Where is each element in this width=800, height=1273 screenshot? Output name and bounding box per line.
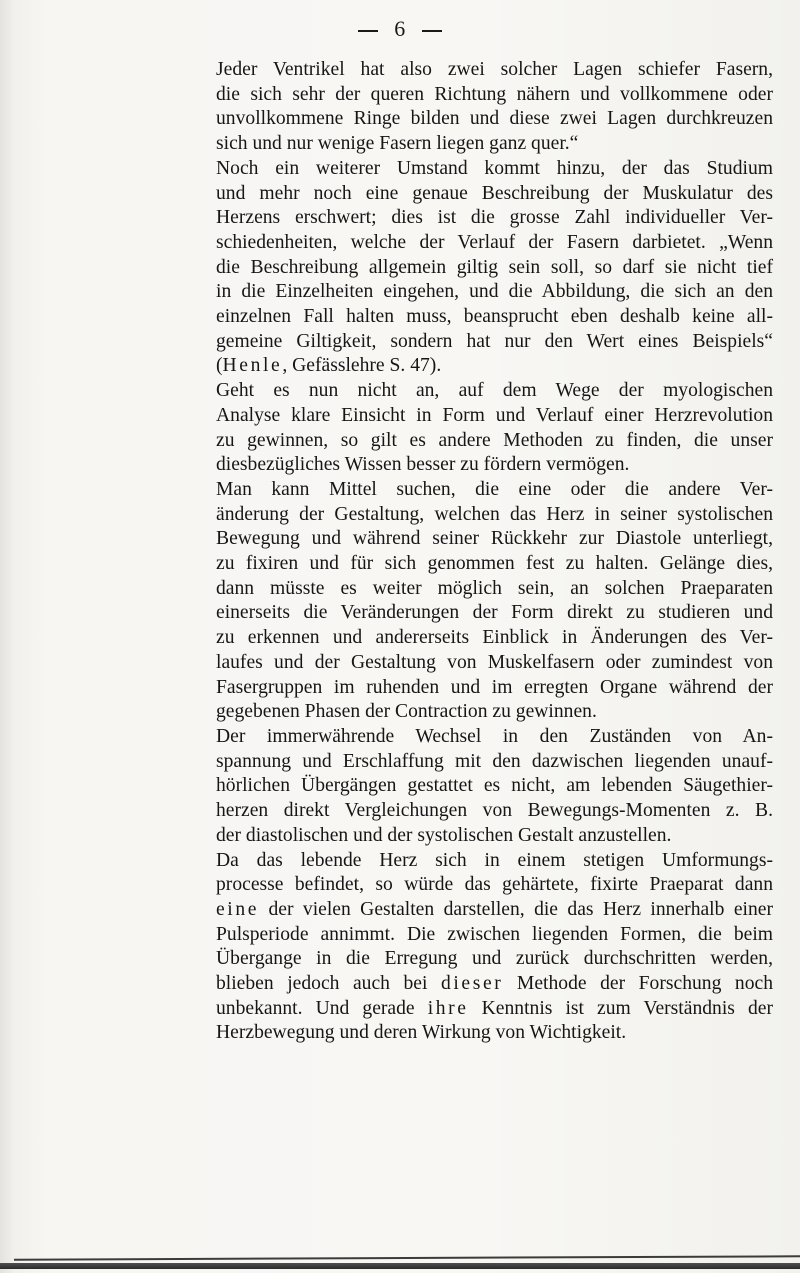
text-line: sich und nur wenige Fasern liegen ganz quer.“ xyxy=(216,133,579,155)
text-line: hörlichen Übergängen gestattet es nicht, am lebenden Säugethier- xyxy=(216,775,773,797)
body-text xyxy=(176,58,773,1046)
text-line: Herzens erschwert; dies ist die grosse Zahl individueller Ver- xyxy=(216,207,773,229)
paragraph-6 xyxy=(176,849,773,1047)
dash-right xyxy=(422,30,442,32)
dash-left xyxy=(358,30,378,32)
text-line: zu gewinnen, so gilt es andere Methoden zu finden, die unser xyxy=(216,429,773,451)
text-line: Fasergruppen im ruhenden und im erregten Organe während der xyxy=(216,676,773,698)
text-segment: der vielen Gestalten darstellen, die das Herz innerhalb einer xyxy=(259,898,773,920)
text-line: Der immerwährende Wechsel in den Zuständen von An- xyxy=(216,725,773,747)
paragraph-3 xyxy=(176,379,773,478)
page-bottom-edge xyxy=(0,1249,800,1273)
edge-line-thin xyxy=(14,1255,800,1260)
emphasized-word: ihre xyxy=(427,997,469,1019)
text-line: einerseits die Veränderungen der Form direkt zu studieren und xyxy=(216,602,773,624)
page-number: 6 xyxy=(394,16,406,41)
text-line: Noch ein weiterer Umstand kommt hinzu, der das Studium xyxy=(216,157,773,179)
text-line: die sich sehr der queren Richtung nähern und vollkommene oder xyxy=(216,83,773,105)
text-segment: Kenntnis ist zum Verständnis der xyxy=(468,997,773,1019)
emphasized-word: eine xyxy=(216,898,260,920)
text-line: laufes und der Gestaltung von Muskelfasern oder zumindest von xyxy=(216,651,773,673)
text-line: Jeder Ventrikel hat also zwei solcher Lagen schiefer Fasern, xyxy=(216,59,773,80)
paragraph-4 xyxy=(176,478,773,725)
paragraph-1 xyxy=(176,58,773,157)
text-line: in die Einzelheiten eingehen, und die Abbildung, die sich an den xyxy=(216,281,773,303)
text-line: der diastolischen und der systolischen Gestalt anzustellen. xyxy=(216,824,672,846)
text-line: Man kann Mittel suchen, die eine oder die andere Ver- xyxy=(216,478,773,500)
text-line: diesbezügliches Wissen besser zu fördern vermögen. xyxy=(216,454,630,476)
text-line: Pulsperiode annimmt. Die zwischen liegenden Formen, die beim xyxy=(216,923,773,945)
text-line: dann müsste es weiter möglich sein, an solchen Praeparaten xyxy=(216,577,773,599)
emphasized-word: dieser xyxy=(440,973,504,995)
text-line xyxy=(176,972,773,997)
text-line: Da das lebende Herz sich in einem stetigen Umformungs- xyxy=(216,849,773,871)
text-segment: unbekannt. Und gerade xyxy=(216,997,428,1019)
text-line: die Beschreibung allgemein giltig sein soll, so darf sie nicht tief xyxy=(216,256,773,278)
text-line: einzelnen Fall halten muss, beansprucht eben deshalb keine all- xyxy=(216,306,773,328)
text-line: gegebenen Phasen der Contraction zu gewinnen. xyxy=(216,701,597,723)
text-segment: Methode der Forschung noch xyxy=(503,973,774,995)
text-line: und mehr noch eine genaue Beschreibung der Muskulatur des xyxy=(216,182,773,204)
text-line xyxy=(176,997,773,1022)
citation-source: , Gefässlehre S. 47). xyxy=(282,355,442,377)
page-gutter-shadow xyxy=(0,0,14,1273)
citation-author: Henle xyxy=(222,355,283,377)
page-number-header xyxy=(0,16,800,42)
paragraph-5 xyxy=(176,725,773,849)
text-line xyxy=(176,354,773,379)
text-line: spannung und Erschlaffung mit den dazwischen liegenden unauf- xyxy=(216,750,773,772)
text-line: Übergange in die Erregung und zurück durchschritten werden, xyxy=(216,948,773,970)
text-line: zu erkennen und andererseits Einblick in Änderungen des Ver- xyxy=(216,627,773,649)
paragraph-2 xyxy=(176,157,773,379)
text-line: gemeine Giltigkeit, sondern hat nur den Wert eines Beispiels“ xyxy=(216,330,773,352)
text-line: änderung der Gestaltung, welchen das Herz in seiner systolischen xyxy=(216,503,773,525)
text-line: processe befindet, so würde das gehärtete, fixirte Praeparat dann xyxy=(216,874,773,896)
edge-line-thick xyxy=(0,1263,800,1269)
text-segment: blieben jedoch auch bei xyxy=(216,973,441,995)
text-line: Herzbewegung und deren Wirkung von Wichtigkeit. xyxy=(216,1022,627,1044)
text-line: Analyse klare Einsicht in Form und Verlauf einer Herzrevolution xyxy=(216,404,773,426)
text-line: Bewegung und während seiner Rückkehr zur Diastole unterliegt, xyxy=(216,528,773,550)
text-line: schiedenheiten, welche der Verlauf der Fasern darbietet. „Wenn xyxy=(216,231,773,253)
text-line: zu fixiren und für sich genommen fest zu halten. Gelänge dies, xyxy=(216,553,773,575)
citation-open-paren: ( xyxy=(216,355,223,377)
text-line xyxy=(176,898,773,923)
text-line: unvollkommene Ringe bilden und diese zwei Lagen durchkreuzen xyxy=(216,108,773,130)
text-line: herzen direkt Vergleichungen von Bewegungs-Momenten z. B. xyxy=(216,800,773,822)
text-line: Geht es nun nicht an, auf dem Wege der myologischen xyxy=(216,380,773,402)
